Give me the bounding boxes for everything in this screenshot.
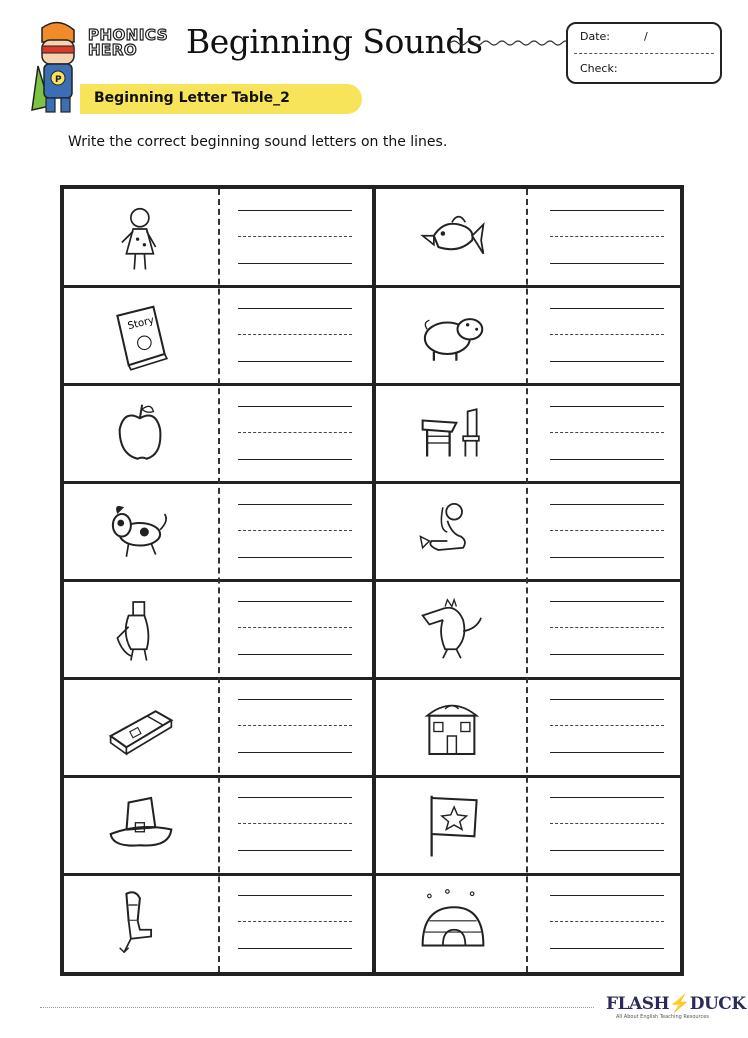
alligator-icon — [418, 593, 488, 665]
mid-writing-line — [550, 432, 664, 433]
top-writing-line — [238, 210, 352, 211]
squiggle-divider — [450, 36, 568, 50]
brand-line-1: PHONICS — [88, 26, 169, 44]
base-writing-line — [238, 557, 352, 558]
base-writing-line — [550, 557, 664, 558]
date-label: Date: — [580, 30, 610, 43]
flashduck-logo — [606, 994, 746, 1014]
top-writing-line — [550, 504, 664, 505]
logo-text-left: FLASH — [606, 994, 670, 1014]
logo-text-right: DUCK — [689, 994, 746, 1014]
top-writing-line — [550, 797, 664, 798]
mid-writing-line — [238, 432, 352, 433]
row-separator — [64, 285, 680, 288]
mid-writing-line — [238, 823, 352, 824]
house-icon — [418, 691, 488, 763]
top-writing-line — [238, 699, 352, 700]
base-writing-line — [550, 948, 664, 949]
hat-icon — [106, 789, 176, 861]
top-writing-line — [238, 895, 352, 896]
base-writing-line — [550, 459, 664, 460]
base-writing-line — [550, 850, 664, 851]
brand-logo — [88, 28, 168, 58]
base-writing-line — [238, 948, 352, 949]
igloo-icon — [418, 887, 488, 959]
flag-icon — [418, 789, 488, 861]
mid-writing-line — [550, 725, 664, 726]
crocodile-icon — [106, 593, 176, 665]
mid-writing-line — [550, 334, 664, 335]
mid-writing-line — [550, 921, 664, 922]
mermaid-icon — [418, 496, 488, 568]
top-writing-line — [238, 504, 352, 505]
eraser-icon — [106, 691, 176, 763]
storybook-icon — [106, 300, 176, 372]
top-writing-line — [550, 406, 664, 407]
svg-text:P: P — [55, 75, 62, 85]
top-writing-line — [550, 210, 664, 211]
date-separator — [574, 53, 714, 54]
mid-writing-line — [238, 236, 352, 237]
top-writing-line — [550, 601, 664, 602]
base-writing-line — [550, 263, 664, 264]
row-separator — [64, 677, 680, 680]
page-title: Beginning Sounds — [186, 22, 483, 61]
mid-writing-line — [238, 530, 352, 531]
date-slash: / — [644, 30, 648, 43]
mid-writing-line — [550, 530, 664, 531]
lightning-icon: ⚡ — [669, 994, 690, 1014]
brand-line-2: HERO — [88, 41, 138, 59]
mid-writing-line — [550, 823, 664, 824]
base-writing-line — [550, 654, 664, 655]
top-writing-line — [550, 895, 664, 896]
top-writing-line — [238, 797, 352, 798]
worksheet-table — [60, 185, 684, 976]
cell-divider — [526, 189, 528, 972]
top-writing-line — [238, 406, 352, 407]
desk-chair-icon — [418, 398, 488, 470]
phonics-hero-mascot-icon — [28, 18, 88, 118]
row-separator — [64, 775, 680, 778]
girl-icon — [106, 202, 176, 274]
top-writing-line — [550, 699, 664, 700]
date-check-box — [566, 22, 722, 84]
row-separator — [64, 873, 680, 876]
base-writing-line — [238, 654, 352, 655]
top-writing-line — [550, 308, 664, 309]
base-writing-line — [238, 459, 352, 460]
svg-text:Story: Story — [126, 314, 156, 332]
base-writing-line — [238, 850, 352, 851]
mid-writing-line — [238, 627, 352, 628]
base-writing-line — [550, 752, 664, 753]
instruction-text: Write the correct beginning sound letters on the lines. — [68, 134, 448, 150]
mid-writing-line — [550, 627, 664, 628]
subtitle: Beginning Letter Table_2 — [94, 90, 290, 106]
logo-tagline: All About English Teaching Resources — [616, 1014, 709, 1020]
row-separator — [64, 579, 680, 582]
arm-icon — [106, 887, 176, 959]
mid-writing-line — [238, 725, 352, 726]
mid-writing-line — [238, 334, 352, 335]
base-writing-line — [238, 361, 352, 362]
row-separator — [64, 383, 680, 386]
hippo-icon — [418, 300, 488, 372]
footer-divider — [40, 1007, 594, 1008]
mid-writing-line — [550, 236, 664, 237]
top-writing-line — [238, 601, 352, 602]
base-writing-line — [238, 752, 352, 753]
mid-writing-line — [238, 921, 352, 922]
base-writing-line — [550, 361, 664, 362]
top-writing-line — [238, 308, 352, 309]
fish-icon — [418, 202, 488, 274]
apple-icon — [106, 398, 176, 470]
check-label: Check: — [580, 62, 618, 75]
dog-icon — [106, 496, 176, 568]
base-writing-line — [238, 263, 352, 264]
row-separator — [64, 481, 680, 484]
cell-divider — [218, 189, 220, 972]
